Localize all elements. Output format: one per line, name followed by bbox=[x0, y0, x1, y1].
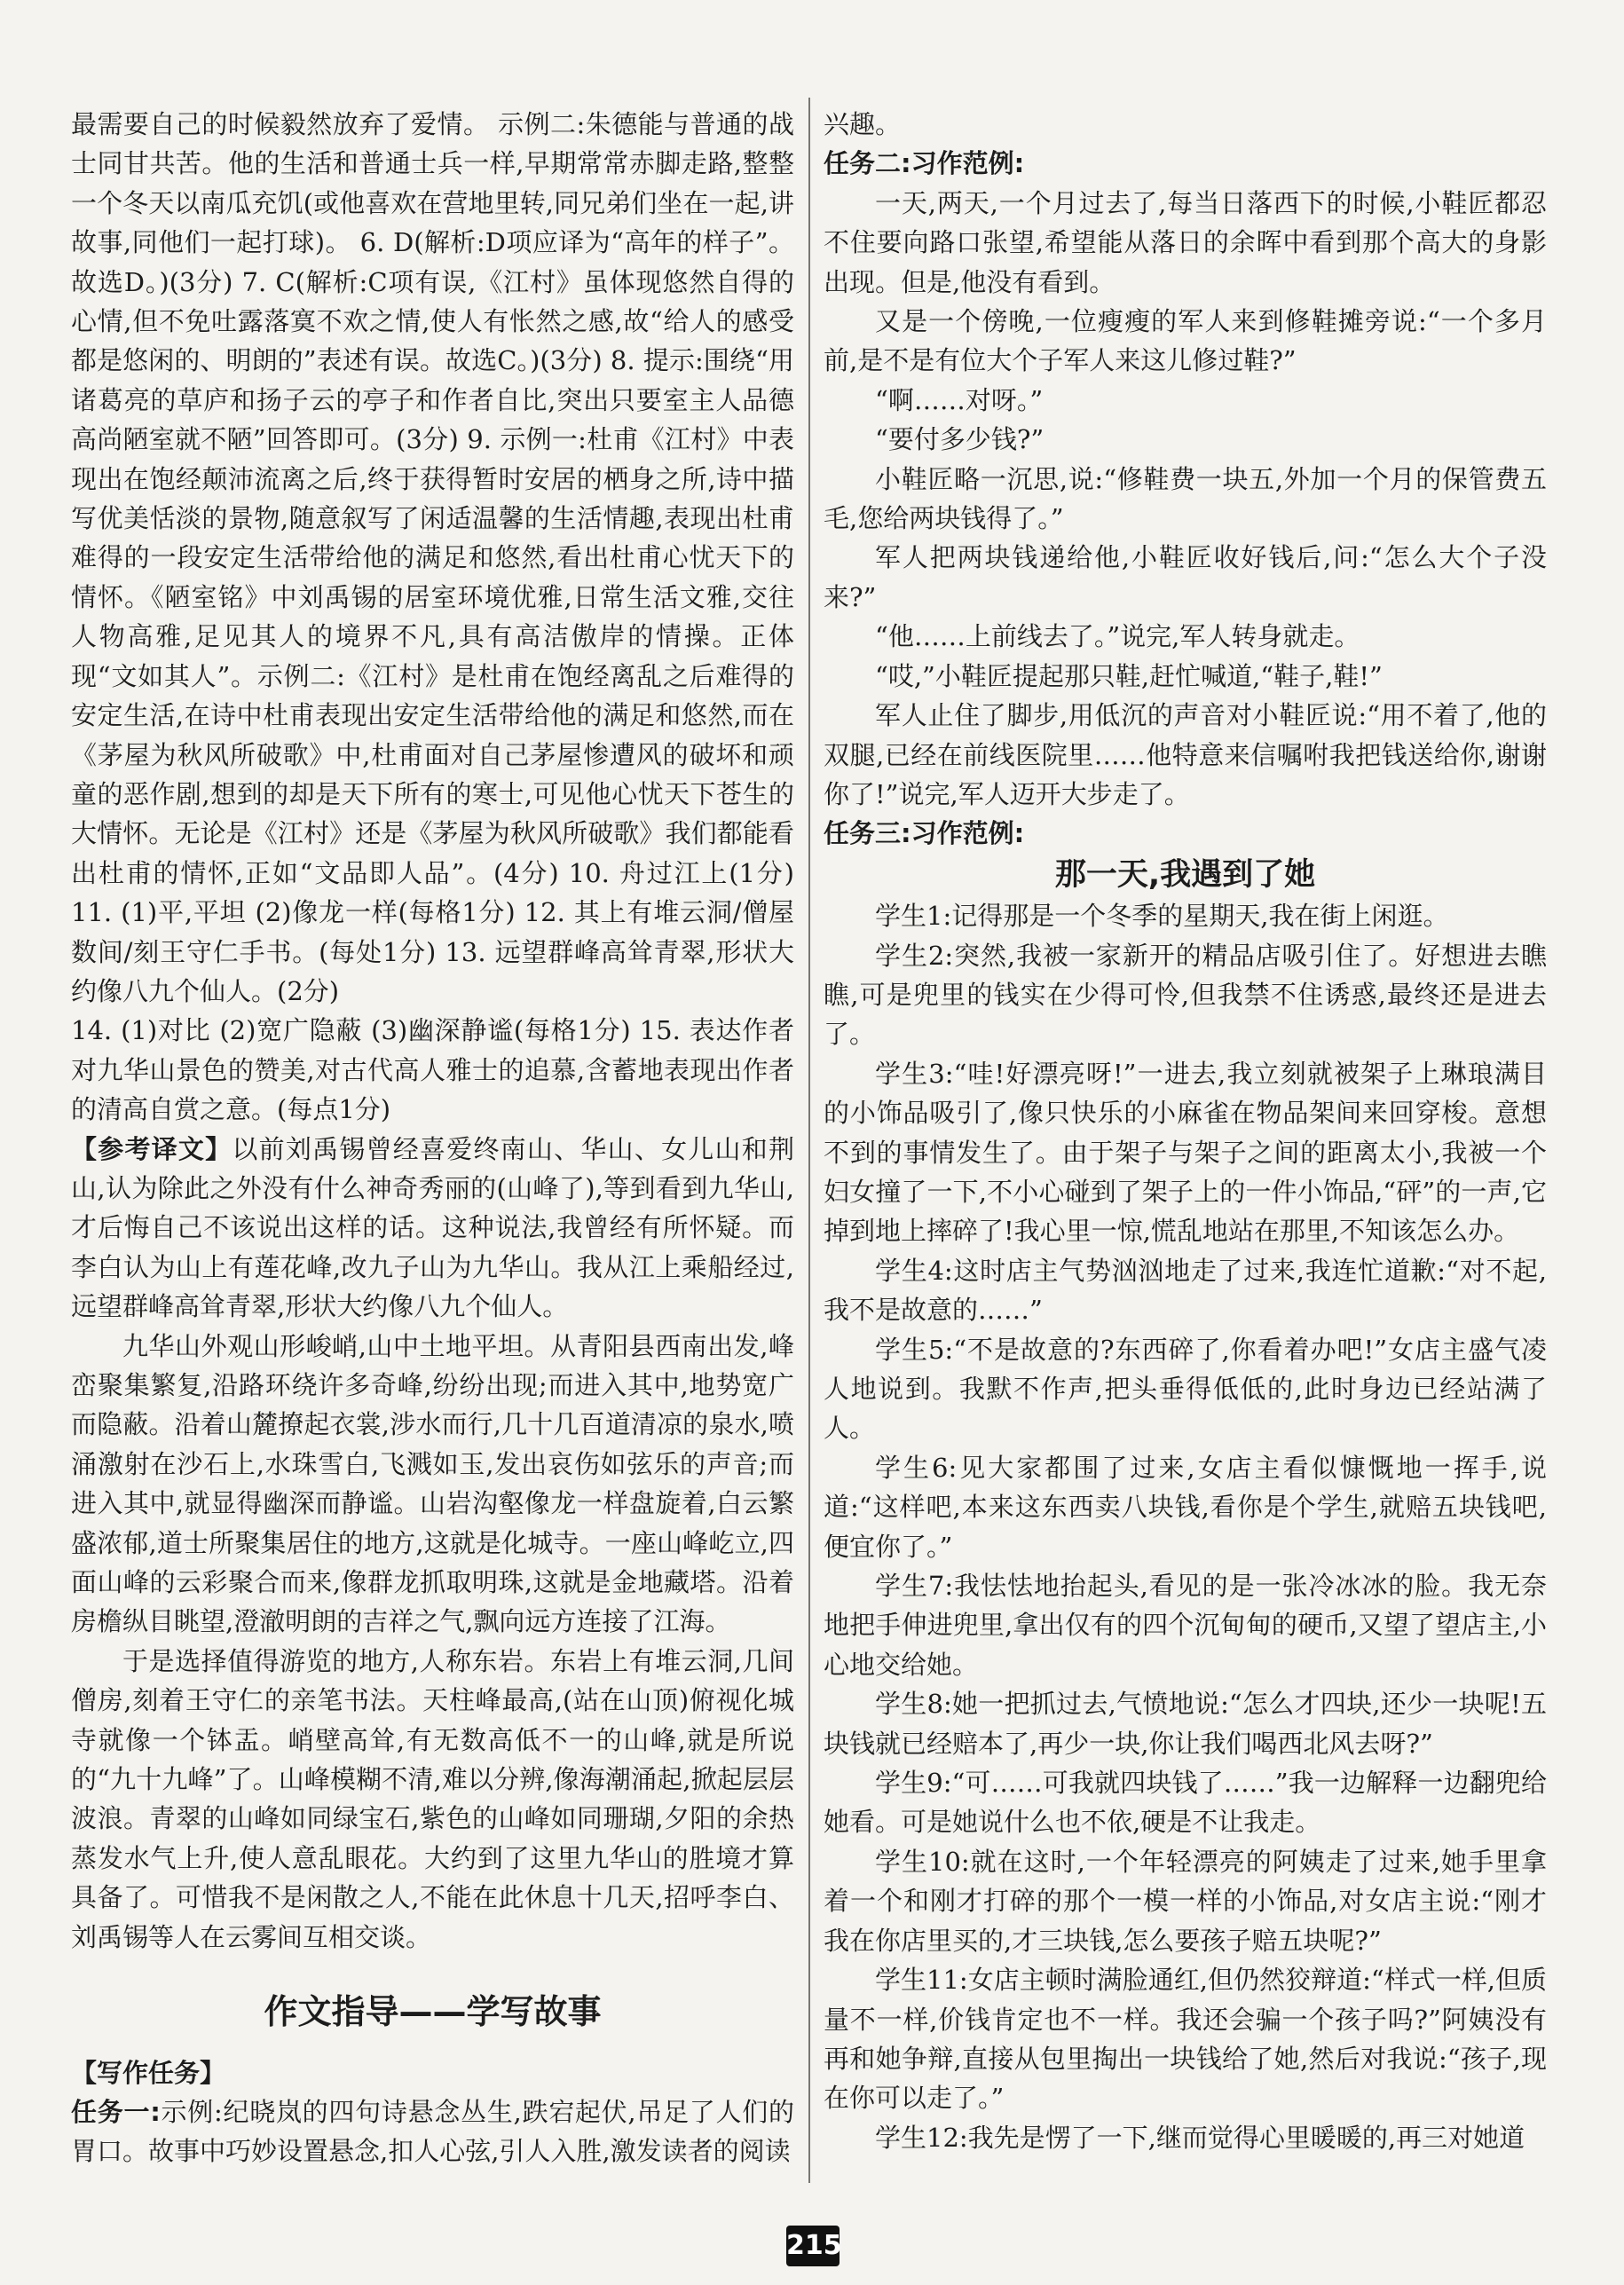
t3-p6: 学生7:我怯怯地抬起头,看见的是一张冷冰冰的脸。我无奈地把手伸进兜里,拿出仅有的四个沉甸甸的硬币,又望了望店主,小心地交给她。 bbox=[824, 1571, 1547, 1680]
t3-p9: 学生10:就在这时,一个年轻漂亮的阿姨走了过来,她手里拿着一个和刚才打碎的那个一模一样的小饰品,对女店主说:“刚才我在你店里买的,才三块钱,怎么要孩子赔五块呢?” bbox=[824, 1846, 1547, 1956]
task1 bbox=[71, 2092, 794, 2171]
t3-p3: 学生4:这时店主气势汹汹地走了过来,我连忙道歉:“对不起,我不是故意的……” bbox=[824, 1255, 1547, 1326]
t2-p6: “他……上前线去了。”说完,军人转身就走。 bbox=[875, 621, 1360, 652]
t2-p4: 小鞋匠略一沉思,说:“修鞋费一块五,外加一个月的保管费五毛,您给两块钱得了。” bbox=[824, 463, 1547, 534]
t3-p4: 学生5:“不是故意的?东西碎了,你看着办吧!”女店主盛气凌人地说到。我默不作声,把头垂得低低的,此时身边已经站满了人。 bbox=[824, 1334, 1547, 1444]
page-number: 215 bbox=[786, 2226, 840, 2266]
translation-p1-text: 以前刘禹锡曾经喜爱终南山、华山、女儿山和荆山,认为除此之外没有什么神奇秀丽的(山峰了),等到看到九华山,才后悔自己不该说出这样的话。这种说法,我曾经有所怀疑。而李白认为山上有莲花峰,改九子山为九华山。我从江上乘船经过,远望群峰高耸青翠,形状大约像八九个仙人。 bbox=[71, 1133, 794, 1322]
t2-p7: “哎,”小鞋匠提起那只鞋,赶忙喊道,“鞋子,鞋!” bbox=[875, 660, 1383, 691]
translation-p3: 于是选择值得游览的地方,人称东岩。东岩上有堆云洞,几间僧房,刻着王守仁的亲笔书法。天柱峰最高,(站在山顶)俯视化城寺就像一个钵盂。峭壁高耸,有无数高低不一的山峰,就是所说的“九十九峰”了。山峰模糊不清,难以分辨,像海潮涌起,掀起层层波浪。青翠的山峰如同绿宝石,紫色的山峰如同珊瑚,夕阳的余热蒸发水气上升,使人意乱眼花。大约到了这里九华山的胜境才算具备了。可惜我不是闲散之人,不能在此休息十几天,招呼李白、刘禹锡等人在云雾间互相交谈。 bbox=[71, 1645, 794, 1952]
t2-p1: 又是一个傍晚,一位瘦瘦的军人来到修鞋摊旁说:“一个多月前,是不是有位大个子军人来这儿修过鞋?” bbox=[824, 306, 1547, 376]
t2-p5: 军人把两块钱递给他,小鞋匠收好钱后,问:“怎么大个子没来?” bbox=[824, 542, 1547, 612]
story-title: 那一天,我遇到了她 bbox=[1054, 856, 1316, 893]
right-column bbox=[824, 105, 1547, 2157]
task3-label: 任务三:习作范例: bbox=[824, 818, 1025, 849]
task1-text: 示例:纪晓岚的四句诗悬念丛生,跌宕起伏,吊足了人们的胃口。故事中巧妙设置悬念,扣人心弦,引人入胜,激发读者的阅读 bbox=[71, 2096, 794, 2167]
column-divider bbox=[808, 98, 810, 2183]
answers-paragraph: 最需要自己的时候毅然放弃了爱情。 示例二:朱德能与普通的战士同甘共苦。他的生活和普通士兵一样,早期常常赤脚走路,整整一个冬天以南瓜充饥(或他喜欢在营地里转,同兄弟们坐在一起,讲故事,同他们一起打球)。 6. D(解析:D项应译为“高年的样子”。故选D。)(3分) 7. C(解析:C项有误,《江村》虽体现悠然自得的心情,但不免吐露落寞不欢之情,使人有怅然之感,故“给人的感受都是悠闲的、明朗的”表述有误。故选C。)(3分) 8. 提示:围绕“用诸葛亮的草庐和扬子云的亭子和作者自比,突出只要室主人品德高尚陋室就不陋”回答即可。(3分) 9. 示例一:杜甫《江村》中表现出在饱经颠沛流离之后,终于获得暂时安居的栖身之所,诗中描写优美恬淡的景物,随意叙写了闲适温馨的生活情趣,表现出杜甫难得的一段安定生活带给他的满足和悠然,看出杜甫心忧天下的情怀。《陋室铭》中刘禹锡的居室环境优雅,日常生活文雅,交往人物高雅,足见其人的境界不凡,具有高洁傲岸的情操。正体现“文如其人”。示例二:《江村》是杜甫在饱经离乱之后难得的安定生活,在诗中杜甫表现出安定生活带给他的满足和悠然,而在《茅屋为秋风所破歌》中,杜甫面对自己茅屋惨遭风的破坏和顽童的恶作剧,想到的却是天下所有的寒士,可见他心忧天下苍生的大情怀。无论是《江村》还是《茅屋为秋风所破歌》我们都能看出杜甫的情怀,正如“文品即人品”。(4分) 10. 舟过江上(1分) 11. (1)平,平坦 (2)像龙一样(每格1分) 12. 其上有堆云洞/僧屋数间/刻王守仁手书。(每处1分) 13. 远望群峰高耸青翠,形状大约像八九个仙人。(2分) bbox=[71, 109, 794, 1006]
guide-title: 作文指导——学写故事 bbox=[264, 1992, 602, 2032]
t2-p0: 一天,两天,一个月过去了,每当日落西下的时候,小鞋匠都忍不住要向路口张望,希望能从落日的余晖中看到那个高大的身影出现。但是,他没有看到。 bbox=[824, 187, 1547, 297]
t3-p8: 学生9:“可……可我就四块钱了……”我一边解释一边翻兜给她看。可是她说什么也不依,硬是不让我走。 bbox=[824, 1768, 1547, 1838]
t3-p10: 学生11:女店主顿时满脸通红,但仍然狡辩道:“样式一样,但质量不一样,价钱肯定也不一样。我还会骗一个孩子吗?”阿姨没有再和她争辩,直接从包里掏出一块钱给了她,然后对我说:“孩子,现在你可以走了。” bbox=[824, 1965, 1547, 2114]
task1-label: 任务一: bbox=[71, 2096, 161, 2127]
t2-p8: 军人止住了脚步,用低沉的声音对小鞋匠说:“用不着了,他的双腿,已经在前线医院里……他特意来信嘱咐我把钱送给你,谢谢你了!”说完,军人迈开大步走了。 bbox=[824, 700, 1547, 809]
answers-paragraph-2: 14. (1)对比 (2)宽广隐蔽 (3)幽深静谧(每格1分) 15. 表达作者对九华山景色的赞美,对古代高人雅士的追慕,含蓄地表现出作者的清高自赏之意。(每点1分) bbox=[71, 1015, 794, 1125]
t3-p11: 学生12:我先是愣了一下,继而觉得心里暖暖的,再三对她道 bbox=[875, 2122, 1525, 2153]
translation-tag: 【参考译文】 bbox=[71, 1133, 233, 1164]
translation-p1 bbox=[71, 1130, 794, 1327]
t3-p5: 学生6:见大家都围了过来,女店主看似慷慨地一挥手,说道:“这样吧,本来这东西卖八块钱,看你是个学生,就赔五块钱吧,便宜你了。” bbox=[824, 1452, 1547, 1562]
task2-label: 任务二:习作范例: bbox=[824, 148, 1025, 179]
t2-p3: “要付多少钱?” bbox=[875, 424, 1045, 455]
task-tag: 【写作任务】 bbox=[71, 2057, 226, 2088]
t3-p2: 学生3:“哇!好漂亮呀!”一进去,我立刻就被架子上琳琅满目的小饰品吸引了,像只快乐的小麻雀在物品架间来回穿梭。意想不到的事情发生了。由于架子与架子之间的距离太小,我被一个妇女撞了一下,不小心碰到了架子上的一件小饰品,“砰”的一声,它掉到地上摔碎了!我心里一惊,慌乱地站在那里,不知该怎么办。 bbox=[824, 1058, 1547, 1247]
continuation: 兴趣。 bbox=[824, 109, 902, 139]
t2-p2: “啊……对呀。” bbox=[875, 384, 1044, 415]
left-column bbox=[71, 105, 794, 2171]
t3-p0: 学生1:记得那是一个冬季的星期天,我在街上闲逛。 bbox=[875, 901, 1449, 932]
translation-p2: 九华山外观山形峻峭,山中土地平坦。从青阳县西南出发,峰峦聚集繁复,沿路环绕许多奇峰,纷纷出现;而进入其中,地势宽广而隐蔽。沿着山麓撩起衣裳,涉水而行,几十几百道清凉的泉水,喷涌激射在沙石上,水珠雪白,飞溅如玉,发出哀伤如弦乐的声音;而进入其中,就显得幽深而静谧。山岩沟壑像龙一样盘旋着,白云繁盛浓郁,道士所聚集居住的地方,这就是化城寺。一座山峰屹立,四面山峰的云彩聚合而来,像群龙抓取明珠,这就是金地藏塔。沿着房檐纵目眺望,澄澈明朗的吉祥之气,飘向远方连接了江海。 bbox=[71, 1330, 794, 1637]
t3-p7: 学生8:她一把抓过去,气愤地说:“怎么才四块,还少一块呢!五块钱就已经赔本了,再少一块,你让我们喝西北风去呀?” bbox=[824, 1689, 1547, 1759]
t3-p1: 学生2:突然,我被一家新开的精品店吸引住了。好想进去瞧瞧,可是兜里的钱实在少得可怜,但我禁不住诱惑,最终还是进去了。 bbox=[824, 940, 1547, 1050]
